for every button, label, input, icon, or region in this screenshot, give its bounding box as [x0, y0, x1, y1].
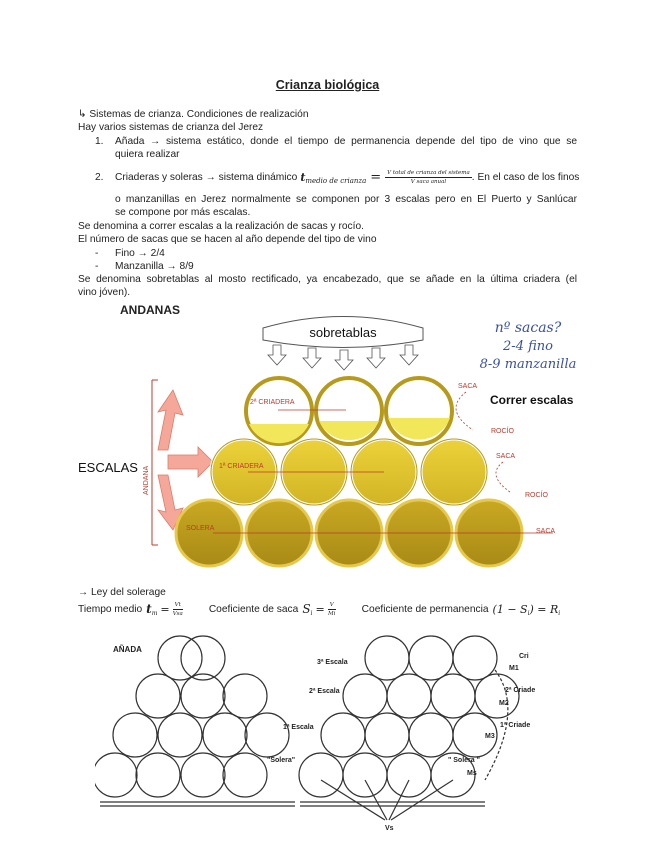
- si-subscript: i: [310, 609, 313, 617]
- paragraph-sobretablas: Se denomina sobretablas al mosto rectificado, ya encabezado, que se añade en la última criadera (el: [78, 274, 577, 285]
- list-item-1-number: 1.: [95, 136, 104, 147]
- row-label-1-criadera: 1ª CRIADERA: [219, 463, 264, 470]
- hand-note-3: 8-9 manzanilla: [479, 357, 577, 372]
- saca-label-1: SACA: [458, 383, 478, 390]
- list-item-2-text: Criaderas y soleras → sistema dinámico: [115, 171, 298, 183]
- paragraph-sobretablas-cont: vino jóven).: [78, 287, 131, 298]
- coef-permanencia-label: Coeficiente de permanencia: [361, 603, 489, 615]
- sobretablas-arrows: [268, 345, 418, 370]
- sobretablas-label: sobretablas: [309, 325, 377, 340]
- down-arrow-icon: [335, 350, 353, 370]
- hand-note-1: nº sacas?: [494, 320, 562, 336]
- barrel: [316, 378, 382, 444]
- arrow-right-icon: [168, 447, 213, 477]
- down-arrow-icon: [303, 348, 321, 368]
- formula-t: t: [300, 170, 306, 184]
- m3-label: M3: [485, 733, 495, 740]
- escalas-label: ESCALAS: [78, 460, 138, 475]
- down-arrow-icon: [367, 348, 385, 368]
- down-arrow-icon: [400, 345, 418, 365]
- rocio-label-2: ROCÍO: [525, 492, 548, 499]
- list-item-2-text-cont2: se compone por más escalas.: [115, 207, 251, 218]
- paragraph-numero-sacas: El número de sacas que se hacen al año depende del tipo de vino: [78, 234, 377, 245]
- intro-line-1: ↳ Sistemas de crianza. Condiciones de realización: [78, 109, 309, 120]
- solera-label-1: "Solera": [267, 757, 296, 764]
- dash-item-fino: Fino → 2/4: [115, 248, 165, 259]
- dash-item-manzanilla: Manzanilla → 8/9: [115, 261, 194, 272]
- solera-label-2: " Solera ": [448, 757, 480, 764]
- dash-2: -: [95, 261, 99, 272]
- formula-numerator: V total de crianza del sistema: [387, 169, 470, 176]
- row-label-solera: SOLERA: [186, 525, 215, 532]
- anada-escalas-sketch: [95, 630, 535, 840]
- sobretablas-group: [263, 317, 423, 371]
- m1-label: M1: [509, 665, 519, 672]
- escala-3-label: 3ª Escala: [317, 659, 348, 666]
- formula-t-subscript: medio de crianza: [305, 176, 367, 185]
- criadera-3-label: Cri: [519, 653, 529, 660]
- coef-saca-label: Coeficiente de saca: [208, 603, 299, 615]
- intro-line-2: Hay varios sistemas de crianza del Jerez: [78, 122, 264, 133]
- m2-label: M2: [499, 700, 509, 707]
- barrels-row-solera: [176, 500, 556, 566]
- list-item-2-text-cont: o manzanillas en Jerez normalmente se componen por 3 escalas pero en El Puerto y Sanlúcar: [115, 194, 577, 205]
- tm-symbol: t: [146, 601, 152, 616]
- criadera-2-label: 2ª Criade: [505, 687, 535, 694]
- list-item-2-text-tail: . En el caso de los finos: [471, 171, 580, 183]
- row-label-2-criadera: 2ª CRIADERA: [250, 399, 295, 406]
- escala-2-label: 2ª Escala: [309, 688, 340, 695]
- tm-denominator: Vsa: [172, 610, 183, 617]
- tiempo-medio-label: Tiempo medio: [78, 603, 143, 615]
- list-item-1-text-cont: quiera realizar: [115, 149, 180, 160]
- list-item-1-text: Añada → sistema estático, donde el tiempo de permanencia depende del tipo de vino que se: [115, 136, 577, 147]
- saca-label-2: SACA: [496, 453, 516, 460]
- barrel: [246, 378, 312, 444]
- criadera-1-label: 1ª Criade: [500, 722, 531, 729]
- formula-denominator: V saca anual: [410, 178, 447, 185]
- tm-numerator: Vt: [174, 601, 181, 608]
- barrels-row-1-criadera: [211, 439, 487, 505]
- si-symbol: S: [302, 601, 311, 616]
- vs-label: Vs: [385, 825, 394, 832]
- list-item-2-number: 2.: [95, 172, 104, 183]
- dash-1: -: [95, 248, 99, 259]
- si-denominator: Mi: [327, 610, 336, 617]
- anada-pyramid: [95, 636, 295, 806]
- andanas-label: ANDANAS: [120, 303, 180, 317]
- hand-note-2: 2-4 fino: [503, 339, 553, 354]
- si-numerator: V: [329, 601, 334, 608]
- andana-bracket: [152, 380, 158, 545]
- perm-result: ) = R: [529, 602, 559, 616]
- ms-label: Ms: [467, 770, 477, 777]
- list-item-2-line: [115, 166, 579, 188]
- criaderas-soleras-diagram: [78, 300, 578, 570]
- escala-1-label: 1ª Escala: [283, 724, 314, 731]
- formula-equals: =: [370, 169, 382, 185]
- tm-fraction: [173, 601, 183, 618]
- si-fraction: [328, 601, 336, 618]
- tm-subscript: m: [151, 609, 158, 617]
- page-title: Crianza biológica: [275, 78, 380, 92]
- saca-curve: [496, 462, 510, 492]
- rocio-label-1: ROCÍO: [491, 428, 514, 435]
- andana-vertical-label: ANDANA: [143, 465, 150, 495]
- saca-label-3: SACA: [536, 528, 556, 535]
- arrow-up-icon: [158, 390, 183, 450]
- ley-solerage-heading: → Ley del solerage: [78, 587, 166, 598]
- perm-subscript: i: [527, 609, 530, 617]
- barrel: [386, 378, 452, 444]
- ri-subscript: i: [558, 609, 561, 617]
- anada-label: AÑADA: [113, 645, 142, 654]
- formulas-line: Tiempo medio t m = $\frac{Vt}{\text{Vsa}}$ Coeficiente de saca S i = $\frac{V}{Mi}$ Coeficiente de permanencia (1 − S i ) = R i: [78, 598, 560, 620]
- formula-fraction: [385, 169, 472, 186]
- saca-curve: [456, 392, 473, 430]
- correr-escalas-label: Correr escalas: [490, 393, 574, 407]
- perm-expression: (1 − S: [492, 602, 528, 616]
- barrels-row-2-criadera: [246, 378, 452, 444]
- down-arrow-icon: [268, 345, 286, 365]
- paragraph-correr-escalas: Se denomina a correr escalas a la realización de sacas y rocío.: [78, 221, 364, 232]
